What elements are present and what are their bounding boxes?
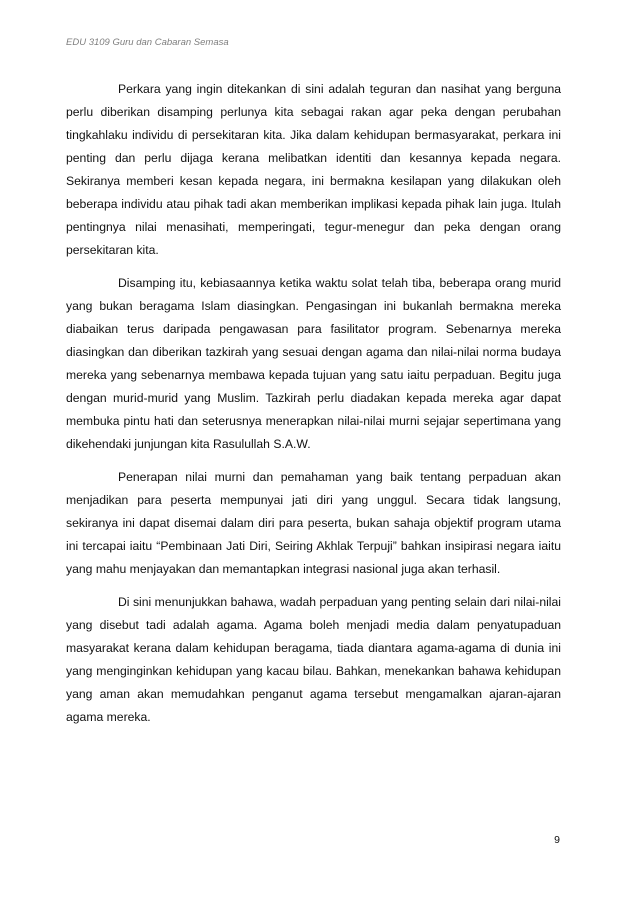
document-body xyxy=(66,78,561,739)
paragraph-4: Di sini menunjukkan bahawa, wadah perpaduan yang penting selain dari nilai-nilai yang disebut tadi adalah agama. Agama boleh menjadi media dalam penyatupaduan masyarakat kerana dalam kehidupan beragama, tiada diantara agama-agama di dunia ini yang menginginkan kehidupan yang kacau bilau. Bahkan, menekankan bahawa kehidupan yang aman akan memudahkan penganut agama tersebut mengamalkan ajaran-ajaran agama mereka. xyxy=(66,595,561,724)
page-number: 9 xyxy=(554,834,560,846)
running-header: EDU 3109 Guru dan Cabaran Semasa xyxy=(66,37,229,48)
paragraph-3: Penerapan nilai murni dan pemahaman yang baik tentang perpaduan akan menjadikan para peserta mempunyai jati diri yang unggul. Secara tidak langsung, sekiranya ini dapat disemai dalam diri para peserta, bukan sahaja objektif program utama ini tercapai iaitu “Pembinaan Jati Diri, Seiring Akhlak Terpuji” bahkan insipirasi negara iaitu yang mahu menjayakan dan memantapkan integrasi nasional juga akan terhasil. xyxy=(66,470,561,576)
paragraph-2: Disamping itu, kebiasaannya ketika waktu solat telah tiba, beberapa orang murid yang bukan beragama Islam diasingkan. Pengasingan ini bukanlah bermakna mereka diabaikan terus daripada pengawasan para fasilitator program. Sebenarnya mereka diasingkan dan diberikan tazkirah yang sesuai dengan agama dan nilai-nilai norma budaya mereka yang sebenarnya membawa kepada tujuan yang satu iaitu perpaduan. Begitu juga dengan murid-murid yang Muslim. Tazkirah perlu diadakan kepada mereka agar dapat membuka pintu hati dan seterusnya menerapkan nilai-nilai murni sejajar sepertimana yang dikehendaki junjungan kita Rasulullah S.A.W. xyxy=(66,276,561,451)
paragraph-1: Perkara yang ingin ditekankan di sini adalah teguran dan nasihat yang berguna perlu diberikan disamping perlunya kita sebagai rakan agar peka dengan perubahan tingkahlaku individu di persekitaran kita. Jika dalam kehidupan bermasyarakat, perkara ini penting dan perlu dijaga kerana melibatkan identiti dan kesannya kepada negara. Sekiranya memberi kesan kepada negara, ini bermakna kesilapan yang dilakukan oleh beberapa individu atau pihak tadi akan memberikan implikasi kepada pihak lain juga. Itulah pentingnya nilai menasihati, memperingati, tegur-menegur dan peka dengan orang persekitaran kita. xyxy=(66,82,561,257)
